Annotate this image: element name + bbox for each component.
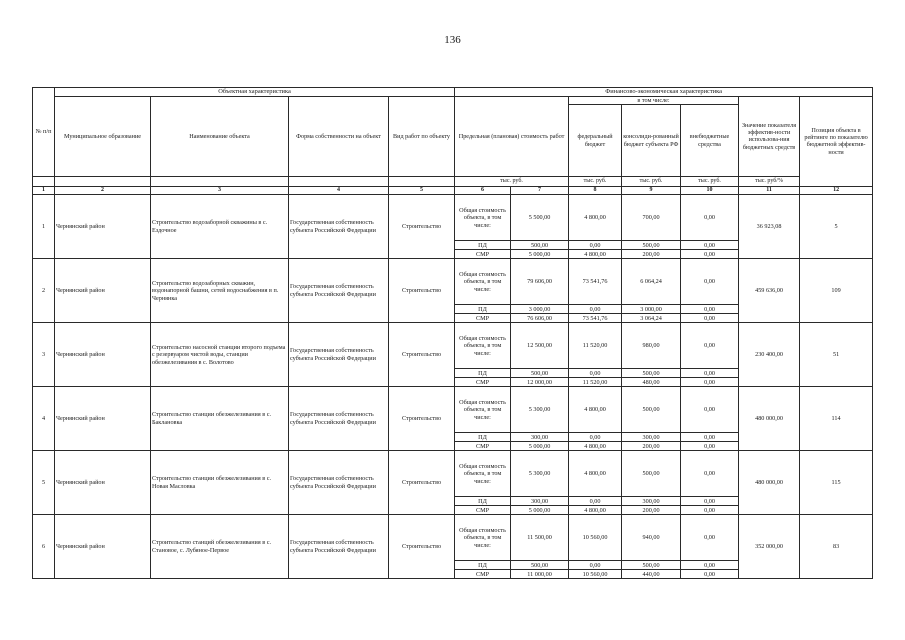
row-work-type: Строительство xyxy=(389,451,455,515)
subrow-consolidated: 500,00 xyxy=(622,369,681,378)
row-total-extrabudget: 0,00 xyxy=(681,195,739,241)
row-total-label: Общая стоимость объекта, в том числе: xyxy=(455,515,511,561)
subrow-federal: 4 800,00 xyxy=(569,442,622,451)
header-ownership: Форма собственности на объект xyxy=(289,96,389,176)
units-blank xyxy=(33,177,55,187)
row-efficiency: 352 000,00 xyxy=(739,515,800,579)
subrow-cost: 300,00 xyxy=(511,433,569,442)
row-ownership: Государственная собственность субъекта Российской Федерации xyxy=(289,195,389,259)
subrow-cost: 5 000,00 xyxy=(511,250,569,259)
subrow-extrabudget: 0,00 xyxy=(681,433,739,442)
row-object-name: Строительство станции обезжелезивания в с. Баклановка xyxy=(151,387,289,451)
row-total-federal: 10 560,00 xyxy=(569,515,622,561)
subrow-cost: 500,00 xyxy=(511,369,569,378)
row-total-label: Общая стоимость объекта, в том числе: xyxy=(455,451,511,497)
subrow-cost: 11 000,00 xyxy=(511,570,569,579)
row-work-type: Строительство xyxy=(389,259,455,323)
subrow-federal: 0,00 xyxy=(569,305,622,314)
row-work-type: Строительство xyxy=(389,195,455,259)
row-efficiency: 230 400,00 xyxy=(739,323,800,387)
subrow-federal: 73 541,76 xyxy=(569,314,622,323)
row-total-cost: 5 500,00 xyxy=(511,195,569,241)
col-number: 1 xyxy=(33,187,55,195)
row-number: 4 xyxy=(33,387,55,451)
units-blank xyxy=(55,177,151,187)
subrow-consolidated: 3 064,24 xyxy=(622,314,681,323)
row-municipality: Чернянский район xyxy=(55,515,151,579)
subrow-consolidated: 500,00 xyxy=(622,241,681,250)
col-number: 11 xyxy=(739,187,800,195)
col-number: 2 xyxy=(55,187,151,195)
unit-consolidated: тыс. руб. xyxy=(622,177,681,187)
subrow-consolidated: 3 000,00 xyxy=(622,305,681,314)
header-consolidated: консолиди-рованный бюджет субъекта РФ xyxy=(622,105,681,177)
subrow-cost: 5 000,00 xyxy=(511,442,569,451)
subrow-consolidated: 440,00 xyxy=(622,570,681,579)
subrow-extrabudget: 0,00 xyxy=(681,314,739,323)
row-object-name: Строительство насосной станции второго подъема с резервуаром чистой воды, станции обезжелезивания в с. Волотово xyxy=(151,323,289,387)
row-total-federal: 73 541,76 xyxy=(569,259,622,305)
subrow-consolidated: 200,00 xyxy=(622,250,681,259)
subrow-label: ПД xyxy=(455,561,511,570)
subrow-label: ПД xyxy=(455,305,511,314)
row-total-consolidated: 500,00 xyxy=(622,387,681,433)
row-total-consolidated: 700,00 xyxy=(622,195,681,241)
subrow-federal: 10 560,00 xyxy=(569,570,622,579)
subrow-consolidated: 480,00 xyxy=(622,378,681,387)
row-number: 1 xyxy=(33,195,55,259)
objects-table xyxy=(32,87,873,579)
row-ownership: Государственная собственность субъекта Российской Федерации xyxy=(289,387,389,451)
subrow-label: ПД xyxy=(455,433,511,442)
subrow-label: ПД xyxy=(455,241,511,250)
subrow-label: СМР xyxy=(455,506,511,515)
subrow-extrabudget: 0,00 xyxy=(681,241,739,250)
header-object-name: Наименование объекта xyxy=(151,96,289,176)
header-including: в том числе: xyxy=(569,96,739,104)
table-row xyxy=(33,515,873,561)
row-number: 5 xyxy=(33,451,55,515)
col-number: 12 xyxy=(800,187,873,195)
row-total-federal: 4 800,00 xyxy=(569,195,622,241)
row-total-federal: 4 800,00 xyxy=(569,387,622,433)
row-total-cost: 5 300,00 xyxy=(511,451,569,497)
subrow-federal: 0,00 xyxy=(569,433,622,442)
subrow-consolidated: 300,00 xyxy=(622,497,681,506)
row-efficiency: 480 000,00 xyxy=(739,387,800,451)
subrow-cost: 500,00 xyxy=(511,241,569,250)
row-object-name: Строительство станции обезжелезивания в с. Новая Масловка xyxy=(151,451,289,515)
row-work-type: Строительство xyxy=(389,387,455,451)
subrow-cost: 300,00 xyxy=(511,497,569,506)
header-efficiency: Значение показателя эффектив-ности использова-ния бюджетных средств xyxy=(739,96,800,176)
header-object-group: Объектная характеристика xyxy=(55,88,455,97)
row-total-extrabudget: 0,00 xyxy=(681,259,739,305)
header-work-type: Вид работ по объекту xyxy=(389,96,455,176)
row-object-name: Строительство станций обезжелезивания в с. Становое, с. Лубяное-Первое xyxy=(151,515,289,579)
row-municipality: Чернянский район xyxy=(55,387,151,451)
row-rank: 115 xyxy=(800,451,873,515)
subrow-consolidated: 200,00 xyxy=(622,506,681,515)
subrow-extrabudget: 0,00 xyxy=(681,561,739,570)
subrow-extrabudget: 0,00 xyxy=(681,305,739,314)
table-row xyxy=(33,451,873,497)
subrow-federal: 0,00 xyxy=(569,241,622,250)
row-rank: 109 xyxy=(800,259,873,323)
header-no: № п/п xyxy=(33,88,55,177)
row-work-type: Строительство xyxy=(389,323,455,387)
subrow-federal: 0,00 xyxy=(569,561,622,570)
table-row xyxy=(33,259,873,305)
row-municipality: Чернянский район xyxy=(55,195,151,259)
col-number: 6 xyxy=(455,187,511,195)
row-total-federal: 4 800,00 xyxy=(569,451,622,497)
unit-cost: тыс. руб. xyxy=(455,177,569,187)
col-number: 7 xyxy=(511,187,569,195)
subrow-consolidated: 300,00 xyxy=(622,433,681,442)
table-row xyxy=(33,387,873,433)
row-total-label: Общая стоимость объекта, в том числе: xyxy=(455,195,511,241)
row-total-label: Общая стоимость объекта, в том числе: xyxy=(455,387,511,433)
row-number: 3 xyxy=(33,323,55,387)
row-rank: 83 xyxy=(800,515,873,579)
subrow-label: СМР xyxy=(455,442,511,451)
row-total-cost: 5 300,00 xyxy=(511,387,569,433)
header-municipality: Муниципальное образование xyxy=(55,96,151,176)
subrow-cost: 5 000,00 xyxy=(511,506,569,515)
subrow-federal: 4 800,00 xyxy=(569,506,622,515)
unit-efficiency: тыс. руб/% xyxy=(739,177,800,187)
row-total-cost: 79 606,00 xyxy=(511,259,569,305)
subrow-extrabudget: 0,00 xyxy=(681,250,739,259)
row-municipality: Чернянский район xyxy=(55,323,151,387)
subrow-cost: 3 000,00 xyxy=(511,305,569,314)
header-rank: Позиция объекта в рейтинге по показателю бюджетной эффектив-ности xyxy=(800,96,873,186)
subrow-label: СМР xyxy=(455,314,511,323)
row-municipality: Чернянский район xyxy=(55,451,151,515)
row-rank: 114 xyxy=(800,387,873,451)
units-blank xyxy=(151,177,289,187)
subrow-label: ПД xyxy=(455,497,511,506)
row-total-consolidated: 980,00 xyxy=(622,323,681,369)
unit-extrabudget: тыс. руб. xyxy=(681,177,739,187)
col-number: 3 xyxy=(151,187,289,195)
table-row xyxy=(33,323,873,369)
table-body xyxy=(33,195,873,579)
row-total-label: Общая стоимость объекта, в том числе: xyxy=(455,259,511,305)
subrow-extrabudget: 0,00 xyxy=(681,497,739,506)
row-total-consolidated: 500,00 xyxy=(622,451,681,497)
subrow-federal: 0,00 xyxy=(569,497,622,506)
row-municipality: Чернянский район xyxy=(55,259,151,323)
subrow-cost: 12 000,00 xyxy=(511,378,569,387)
header-cost: Предельная (плановая) стоимость работ xyxy=(455,96,569,176)
subrow-label: СМР xyxy=(455,570,511,579)
row-rank: 51 xyxy=(800,323,873,387)
subrow-federal: 0,00 xyxy=(569,369,622,378)
subrow-federal: 11 520,00 xyxy=(569,378,622,387)
row-ownership: Государственная собственность субъекта Российской Федерации xyxy=(289,259,389,323)
subrow-consolidated: 500,00 xyxy=(622,561,681,570)
col-number: 9 xyxy=(622,187,681,195)
col-number: 5 xyxy=(389,187,455,195)
row-total-federal: 11 520,00 xyxy=(569,323,622,369)
row-number: 2 xyxy=(33,259,55,323)
subrow-extrabudget: 0,00 xyxy=(681,442,739,451)
subrow-label: СМР xyxy=(455,378,511,387)
row-ownership: Государственная собственность субъекта Российской Федерации xyxy=(289,451,389,515)
subrow-extrabudget: 0,00 xyxy=(681,506,739,515)
row-total-extrabudget: 0,00 xyxy=(681,323,739,369)
col-number: 4 xyxy=(289,187,389,195)
row-total-consolidated: 940,00 xyxy=(622,515,681,561)
header-federal: федеральный бюджет xyxy=(569,105,622,177)
row-total-label: Общая стоимость объекта, в том числе: xyxy=(455,323,511,369)
subrow-extrabudget: 0,00 xyxy=(681,378,739,387)
row-work-type: Строительство xyxy=(389,515,455,579)
subrow-consolidated: 200,00 xyxy=(622,442,681,451)
page-number: 136 xyxy=(444,34,461,46)
row-rank: 5 xyxy=(800,195,873,259)
header-extrabudget: внебюджетные средства xyxy=(681,105,739,177)
subrow-cost: 76 606,00 xyxy=(511,314,569,323)
row-ownership: Государственная собственность субъекта Российской Федерации xyxy=(289,323,389,387)
subrow-extrabudget: 0,00 xyxy=(681,369,739,378)
row-total-cost: 11 500,00 xyxy=(511,515,569,561)
row-total-consolidated: 6 064,24 xyxy=(622,259,681,305)
row-number: 6 xyxy=(33,515,55,579)
row-object-name: Строительство водозаборных скважин, водонапорной башни, сетей водоснабжения в п. Чернянка xyxy=(151,259,289,323)
subrow-extrabudget: 0,00 xyxy=(681,570,739,579)
row-efficiency: 459 636,00 xyxy=(739,259,800,323)
units-blank xyxy=(389,177,455,187)
subrow-cost: 500,00 xyxy=(511,561,569,570)
col-number: 10 xyxy=(681,187,739,195)
row-total-extrabudget: 0,00 xyxy=(681,387,739,433)
row-total-cost: 12 500,00 xyxy=(511,323,569,369)
row-object-name: Строительство водозаборной скважины в с. Ездочное xyxy=(151,195,289,259)
subrow-federal: 4 800,00 xyxy=(569,250,622,259)
row-ownership: Государственная собственность субъекта Российской Федерации xyxy=(289,515,389,579)
unit-federal: тыс. руб. xyxy=(569,177,622,187)
units-blank xyxy=(289,177,389,187)
row-efficiency: 480 000,00 xyxy=(739,451,800,515)
subrow-label: СМР xyxy=(455,250,511,259)
table-row xyxy=(33,195,873,241)
col-number: 8 xyxy=(569,187,622,195)
row-total-extrabudget: 0,00 xyxy=(681,515,739,561)
row-efficiency: 36 923,08 xyxy=(739,195,800,259)
header-finance-group: Финансово-экономическая характеристика xyxy=(455,88,873,97)
row-total-extrabudget: 0,00 xyxy=(681,451,739,497)
subrow-label: ПД xyxy=(455,369,511,378)
